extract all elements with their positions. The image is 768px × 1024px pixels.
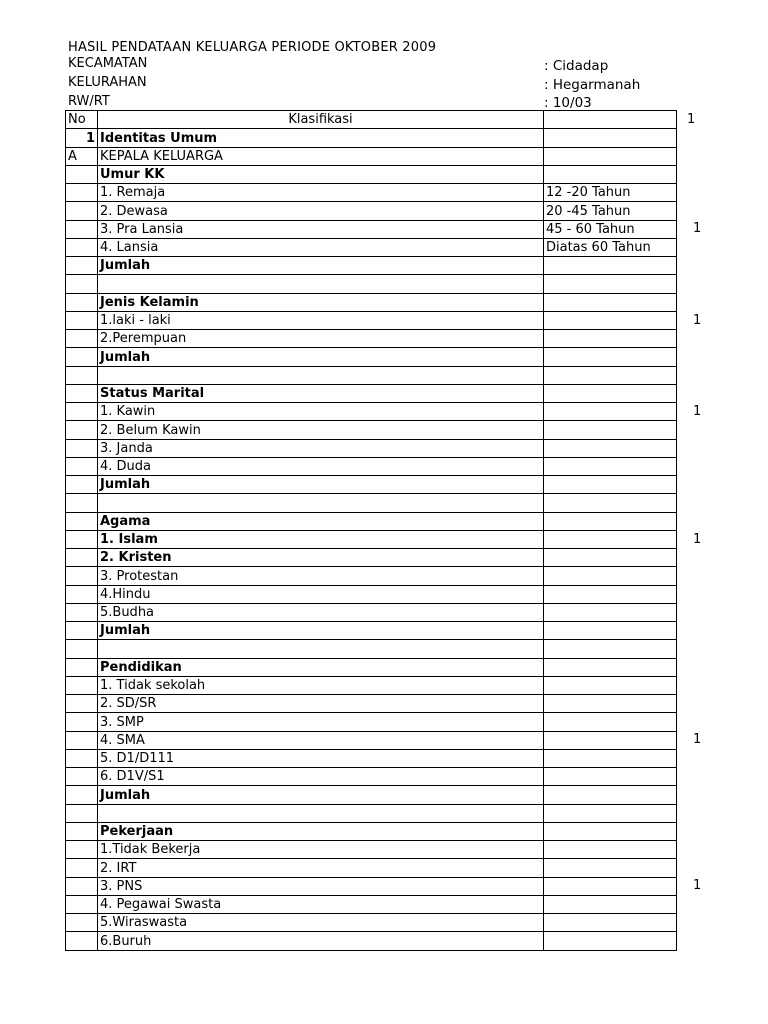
table-row xyxy=(66,676,677,694)
table-row xyxy=(66,713,677,731)
kelurahan-label: KELURAHAN xyxy=(68,75,147,90)
row-number-cell xyxy=(66,640,98,658)
side-mark: 1 xyxy=(693,878,702,893)
kecamatan-label: KECAMATAN xyxy=(68,56,148,71)
classification-cell: Jumlah xyxy=(98,476,544,494)
classification-cell: 1. Tidak sekolah xyxy=(98,676,544,694)
table-row xyxy=(66,914,677,932)
row-number-cell: 1 xyxy=(66,129,98,147)
value-cell xyxy=(544,549,677,567)
document-title: HASIL PENDATAAN KELUARGA PERIODE OKTOBER 2009 xyxy=(68,40,437,55)
rwrt-value: : 10/03 xyxy=(544,95,592,111)
value-cell xyxy=(544,676,677,694)
table-row xyxy=(66,695,677,713)
rwrt-label: RW/RT xyxy=(68,94,110,109)
value-cell xyxy=(544,348,677,366)
value-cell xyxy=(544,932,677,950)
classification-cell xyxy=(98,275,544,293)
row-number-cell: No xyxy=(66,111,98,129)
classification-cell: 1.Tidak Bekerja xyxy=(98,841,544,859)
value-cell xyxy=(544,585,677,603)
value-cell xyxy=(544,658,677,676)
table-row xyxy=(66,476,677,494)
value-cell xyxy=(544,530,677,548)
table-row xyxy=(66,439,677,457)
value-cell xyxy=(544,421,677,439)
classification-cell: Pekerjaan xyxy=(98,822,544,840)
classification-cell: 4. Lansia xyxy=(98,238,544,256)
row-number-cell xyxy=(66,841,98,859)
value-cell xyxy=(544,603,677,621)
row-number-cell xyxy=(66,293,98,311)
table-row xyxy=(66,895,677,913)
classification-cell: Jenis Kelamin xyxy=(98,293,544,311)
value-cell xyxy=(544,275,677,293)
side-mark: 1 xyxy=(693,313,702,328)
value-cell xyxy=(544,914,677,932)
row-number-cell xyxy=(66,877,98,895)
value-cell xyxy=(544,512,677,530)
value-cell xyxy=(544,749,677,767)
row-number-cell xyxy=(66,238,98,256)
row-number-cell xyxy=(66,202,98,220)
classification-cell: 3. PNS xyxy=(98,877,544,895)
classification-cell: 2. Belum Kawin xyxy=(98,421,544,439)
value-cell xyxy=(544,257,677,275)
table-row xyxy=(66,749,677,767)
classification-table xyxy=(65,110,677,951)
classification-cell: 3. Janda xyxy=(98,439,544,457)
table-row xyxy=(66,238,677,256)
value-cell: 45 - 60 Tahun xyxy=(544,220,677,238)
table-row xyxy=(66,530,677,548)
classification-cell: Jumlah xyxy=(98,348,544,366)
table-row xyxy=(66,165,677,183)
value-cell xyxy=(544,731,677,749)
table-row xyxy=(66,348,677,366)
value-cell xyxy=(544,439,677,457)
table-row xyxy=(66,129,677,147)
row-number-cell xyxy=(66,822,98,840)
table-row xyxy=(66,768,677,786)
row-number-cell xyxy=(66,530,98,548)
table-row xyxy=(66,257,677,275)
classification-cell: 2. Dewasa xyxy=(98,202,544,220)
value-cell xyxy=(544,494,677,512)
value-cell xyxy=(544,640,677,658)
side-mark: 1 xyxy=(693,532,702,547)
table-row xyxy=(66,111,677,129)
row-number-cell xyxy=(66,476,98,494)
side-mark: 1 xyxy=(693,404,702,419)
row-number-cell xyxy=(66,165,98,183)
classification-cell: 1. Remaja xyxy=(98,184,544,202)
table-row xyxy=(66,549,677,567)
value-cell xyxy=(544,366,677,384)
row-number-cell xyxy=(66,348,98,366)
table-row xyxy=(66,457,677,475)
row-number-cell xyxy=(66,439,98,457)
row-number-cell xyxy=(66,804,98,822)
value-cell xyxy=(544,877,677,895)
classification-cell xyxy=(98,640,544,658)
classification-cell xyxy=(98,494,544,512)
row-number-cell xyxy=(66,895,98,913)
side-mark: 1 xyxy=(687,112,696,127)
row-number-cell xyxy=(66,403,98,421)
table-row xyxy=(66,841,677,859)
row-number-cell: A xyxy=(66,147,98,165)
classification-cell: 1.laki - laki xyxy=(98,311,544,329)
value-cell xyxy=(544,403,677,421)
table-row xyxy=(66,585,677,603)
classification-cell: 3. Protestan xyxy=(98,567,544,585)
table-row xyxy=(66,640,677,658)
classification-cell: 3. Pra Lansia xyxy=(98,220,544,238)
row-number-cell xyxy=(66,421,98,439)
classification-cell: 4. Duda xyxy=(98,457,544,475)
row-number-cell xyxy=(66,859,98,877)
classification-cell: Klasifikasi xyxy=(98,111,544,129)
value-cell xyxy=(544,476,677,494)
row-number-cell xyxy=(66,330,98,348)
kecamatan-value: : Cidadap xyxy=(544,58,609,74)
table-row xyxy=(66,658,677,676)
row-number-cell xyxy=(66,932,98,950)
classification-cell: 2. IRT xyxy=(98,859,544,877)
table-row xyxy=(66,786,677,804)
row-number-cell xyxy=(66,220,98,238)
table-row xyxy=(66,859,677,877)
value-cell xyxy=(544,165,677,183)
classification-cell: 2.Perempuan xyxy=(98,330,544,348)
table-row xyxy=(66,804,677,822)
table-row xyxy=(66,384,677,402)
value-cell xyxy=(544,622,677,640)
table-row xyxy=(66,202,677,220)
classification-cell: 6. D1V/S1 xyxy=(98,768,544,786)
table-row xyxy=(66,311,677,329)
classification-cell: Jumlah xyxy=(98,257,544,275)
table-row xyxy=(66,731,677,749)
table-row xyxy=(66,822,677,840)
table-row xyxy=(66,603,677,621)
row-number-cell xyxy=(66,567,98,585)
value-cell xyxy=(544,895,677,913)
value-cell xyxy=(544,786,677,804)
row-number-cell xyxy=(66,731,98,749)
row-number-cell xyxy=(66,914,98,932)
row-number-cell xyxy=(66,384,98,402)
row-number-cell xyxy=(66,184,98,202)
classification-cell: Jumlah xyxy=(98,622,544,640)
classification-cell: Status Marital xyxy=(98,384,544,402)
value-cell xyxy=(544,311,677,329)
row-number-cell xyxy=(66,713,98,731)
table-row xyxy=(66,330,677,348)
row-number-cell xyxy=(66,494,98,512)
table-row xyxy=(66,403,677,421)
classification-cell: Umur KK xyxy=(98,165,544,183)
row-number-cell xyxy=(66,658,98,676)
row-number-cell xyxy=(66,695,98,713)
classification-cell xyxy=(98,804,544,822)
row-number-cell xyxy=(66,257,98,275)
classification-cell: 6.Buruh xyxy=(98,932,544,950)
value-cell xyxy=(544,804,677,822)
classification-cell: 4. SMA xyxy=(98,731,544,749)
value-cell xyxy=(544,457,677,475)
value-cell xyxy=(544,567,677,585)
table-row xyxy=(66,421,677,439)
table-row xyxy=(66,512,677,530)
value-cell xyxy=(544,129,677,147)
row-number-cell xyxy=(66,457,98,475)
row-number-cell xyxy=(66,749,98,767)
table-row xyxy=(66,366,677,384)
classification-cell xyxy=(98,366,544,384)
classification-cell: 5. D1/D111 xyxy=(98,749,544,767)
classification-cell: 3. SMP xyxy=(98,713,544,731)
row-number-cell xyxy=(66,275,98,293)
classification-cell: 2. Kristen xyxy=(98,549,544,567)
table-row xyxy=(66,275,677,293)
classification-cell: 4.Hindu xyxy=(98,585,544,603)
table-row xyxy=(66,220,677,238)
value-cell xyxy=(544,768,677,786)
classification-cell: Agama xyxy=(98,512,544,530)
row-number-cell xyxy=(66,549,98,567)
row-number-cell xyxy=(66,622,98,640)
value-cell xyxy=(544,293,677,311)
value-cell: 12 -20 Tahun xyxy=(544,184,677,202)
row-number-cell xyxy=(66,603,98,621)
classification-cell: 5.Budha xyxy=(98,603,544,621)
side-mark: 1 xyxy=(693,221,702,236)
row-number-cell xyxy=(66,512,98,530)
row-number-cell xyxy=(66,676,98,694)
classification-cell: 2. SD/SR xyxy=(98,695,544,713)
value-cell xyxy=(544,859,677,877)
table-row xyxy=(66,147,677,165)
value-cell xyxy=(544,713,677,731)
classification-cell: 4. Pegawai Swasta xyxy=(98,895,544,913)
value-cell xyxy=(544,841,677,859)
kelurahan-value: : Hegarmanah xyxy=(544,77,641,93)
value-cell xyxy=(544,111,677,129)
classification-cell: 1. Kawin xyxy=(98,403,544,421)
table-row xyxy=(66,622,677,640)
value-cell xyxy=(544,147,677,165)
value-cell: 20 -45 Tahun xyxy=(544,202,677,220)
table-row xyxy=(66,293,677,311)
classification-cell: KEPALA KELUARGA xyxy=(98,147,544,165)
row-number-cell xyxy=(66,311,98,329)
row-number-cell xyxy=(66,585,98,603)
classification-cell: Pendidikan xyxy=(98,658,544,676)
table-row xyxy=(66,932,677,950)
row-number-cell xyxy=(66,768,98,786)
value-cell xyxy=(544,695,677,713)
classification-cell: Identitas Umum xyxy=(98,129,544,147)
table-row xyxy=(66,494,677,512)
table-row xyxy=(66,184,677,202)
row-number-cell xyxy=(66,786,98,804)
value-cell xyxy=(544,822,677,840)
row-number-cell xyxy=(66,366,98,384)
side-mark: 1 xyxy=(693,732,702,747)
classification-cell: Jumlah xyxy=(98,786,544,804)
value-cell: Diatas 60 Tahun xyxy=(544,238,677,256)
value-cell xyxy=(544,330,677,348)
classification-cell: 5.Wiraswasta xyxy=(98,914,544,932)
table-row xyxy=(66,877,677,895)
classification-cell: 1. Islam xyxy=(98,530,544,548)
value-cell xyxy=(544,384,677,402)
table-row xyxy=(66,567,677,585)
